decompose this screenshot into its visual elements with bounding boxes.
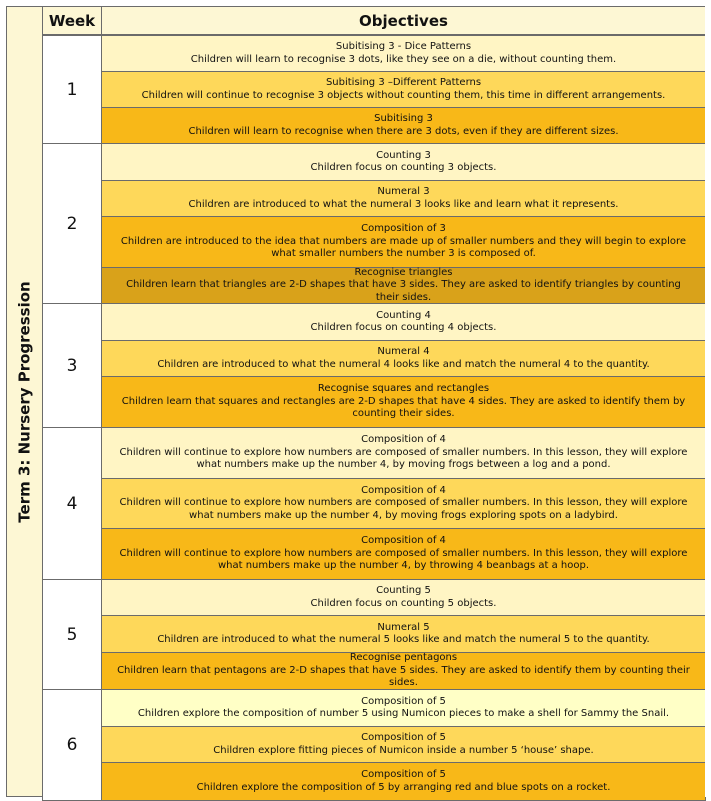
- objective-text: Children will continue to explore how numbers are composed of smaller numbers. In this lesson, they will explore what numbers make up the number 4, by moving frogs between a log and a pond.: [119, 446, 688, 471]
- objective-title: Counting 4: [376, 309, 431, 321]
- week-number: 1: [42, 35, 102, 144]
- objective-text: Children are introduced to what the numeral 4 looks like and match the numeral 4 to the quantity.: [157, 358, 650, 370]
- objective-text: Children will learn to recognise when there are 3 dots, even if they are different sizes.: [188, 125, 619, 137]
- objective-title: Composition of 5: [361, 732, 446, 743]
- objective-title: Recognise squares and rectangles: [317, 383, 490, 395]
- objective-title: Subitising 3 –Different Patterns: [325, 77, 482, 88]
- objective-title: Composition of 3: [361, 223, 446, 235]
- objective-title: Composition of 4: [361, 484, 446, 496]
- objective-cell: [101, 528, 706, 580]
- objective-title: Numeral 4: [377, 346, 430, 357]
- objective-cell: [101, 615, 706, 653]
- objective-cell: [101, 652, 706, 690]
- objective-cell: [101, 726, 706, 763]
- objective-title: Counting 5: [376, 585, 431, 596]
- objective-text: Children explore fitting pieces of Numicon inside a number 5 ‘house’ shape.: [213, 744, 594, 756]
- objective-text: Children explore the composition of number 5 using Numicon pieces to make a shell for Sammy the Snail.: [137, 708, 670, 719]
- term-column: [6, 6, 43, 797]
- objective-title: Numeral 5: [377, 621, 430, 633]
- week-header: Week: [42, 6, 102, 35]
- objective-cell: [101, 143, 706, 181]
- objective-cell: [101, 303, 706, 341]
- objective-text: Children learn that squares and rectangles are 2-D shapes that have 4 sides. They are asked to identify them by counting their sides.: [121, 395, 686, 420]
- objective-cell: [101, 762, 706, 801]
- objective-text: Children focus on counting 3 objects.: [310, 162, 497, 173]
- objective-text: Children will continue to explore how numbers are composed of smaller numbers. In this lesson, they will explore what numbers make up the number 4, by throwing 4 beanbags at a hoop.: [119, 547, 688, 572]
- term-label: Term 3: Nursery Progression: [15, 280, 34, 523]
- objective-title: Recognise triangles: [354, 266, 453, 278]
- week-number: 5: [42, 579, 102, 690]
- objective-text: Children learn that pentagons are 2-D shapes that have 5 sides. They are asked to identify them by counting their sides.: [117, 664, 690, 689]
- objective-text: Children focus on counting 4 objects.: [310, 322, 497, 333]
- objective-cell: [101, 689, 706, 727]
- week-number: 4: [42, 427, 102, 580]
- objective-title: Numeral 3: [377, 186, 430, 197]
- week-number: 6: [42, 689, 102, 801]
- objective-text: Children focus on counting 5 objects.: [310, 597, 497, 609]
- page-edge: [705, 0, 711, 797]
- objective-cell: [101, 180, 706, 217]
- objective-text: Children will continue to explore how numbers are composed of smaller numbers. In this lesson, they will explore what numbers make up the number 4, by moving frogs exploring spots on a ladybird.: [119, 497, 688, 521]
- objective-cell: [101, 427, 706, 479]
- objective-text: Children are introduced to what the numeral 5 looks like and match the numeral 5 to the quantity.: [157, 634, 650, 645]
- objective-text: Children learn that triangles are 2-D shapes that have 3 sides. They are asked to identify triangles by counting their sides.: [126, 279, 681, 303]
- objectives-header: Objectives: [101, 6, 706, 35]
- objective-cell: [101, 267, 706, 304]
- objective-cell: [101, 376, 706, 428]
- objective-title: Subitising 3 - Dice Patterns: [335, 41, 472, 52]
- objective-title: Composition of 5: [361, 695, 446, 707]
- objective-title: Composition of 4: [361, 434, 446, 446]
- objective-text: Children explore the composition of 5 by arranging red and blue spots on a rocket.: [196, 781, 611, 793]
- objective-cell: [101, 478, 706, 529]
- objective-title: Recognise pentagons: [349, 652, 458, 664]
- objective-cell: [101, 35, 706, 72]
- week-number: 3: [42, 303, 102, 428]
- objective-text: Children will continue to recognise 3 objects without counting them, this time in different arrangements.: [141, 89, 666, 101]
- objective-text: Children will learn to recognise 3 dots, like they see on a die, without counting them.: [190, 53, 617, 65]
- objective-cell: [101, 107, 706, 144]
- objective-cell: [101, 340, 706, 377]
- objective-title: Composition of 5: [361, 769, 446, 780]
- objective-cell: [101, 579, 706, 616]
- objective-title: Counting 3: [376, 149, 431, 161]
- objective-title: Subitising 3: [374, 113, 433, 124]
- objective-title: Composition of 4: [361, 535, 446, 547]
- week-number: 2: [42, 143, 102, 304]
- objective-cell: [101, 216, 706, 268]
- objective-text: Children are introduced to the idea that numbers are made up of smaller numbers and they will begin to explore what smaller numbers the number 3 is composed of.: [120, 235, 687, 260]
- objective-cell: [101, 71, 706, 108]
- objective-text: Children are introduced to what the numeral 3 looks like and learn what it represents.: [188, 198, 619, 210]
